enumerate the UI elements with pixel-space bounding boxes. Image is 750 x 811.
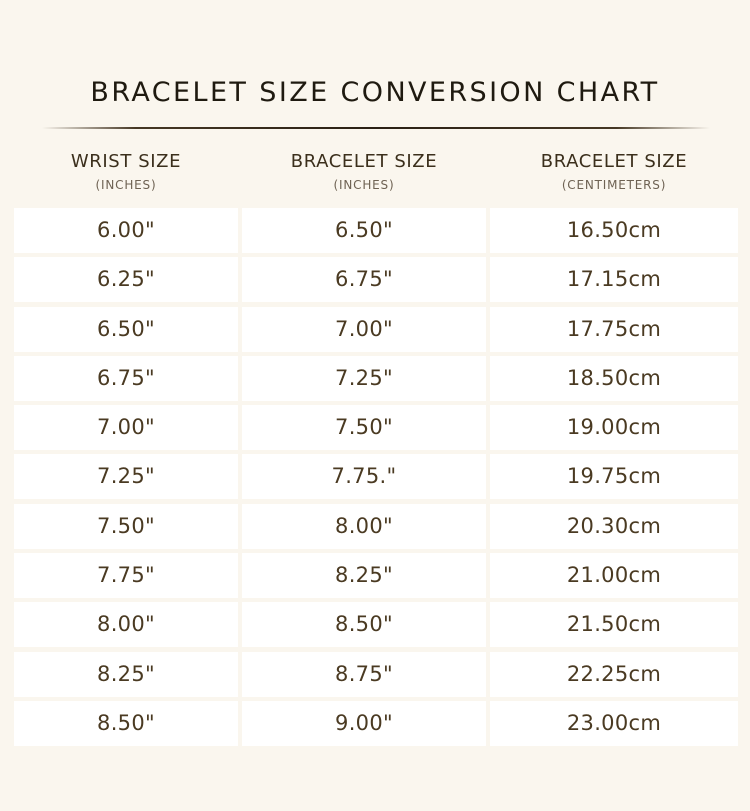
bracelet-size-cm-cell: 21.00cm	[490, 553, 738, 598]
column-header-label: BRACELET SIZE	[540, 151, 688, 172]
wrist-size-cell: 6.50"	[14, 307, 238, 352]
column-header-bracelet-size-inches	[242, 150, 486, 194]
bracelet-size-cm-cell: 16.50cm	[490, 208, 738, 253]
table-row	[14, 553, 738, 598]
bracelet-size-cm-cell: 23.00cm	[490, 701, 738, 746]
column-header-wrist-size	[14, 150, 238, 194]
page-title: BRACELET SIZE CONVERSION CHART	[90, 77, 660, 108]
table-row	[14, 454, 738, 499]
table-row	[14, 652, 738, 697]
table-row	[14, 307, 738, 352]
bracelet-size-inches-cell: 8.25"	[242, 553, 486, 598]
table-row	[14, 356, 738, 401]
bracelet-size-cm-cell: 19.00cm	[490, 405, 738, 450]
column-header-unit: (INCHES)	[95, 178, 157, 192]
bracelet-size-inches-cell: 8.50"	[242, 602, 486, 647]
table-row	[14, 701, 738, 746]
bracelet-size-inches-cell: 6.50"	[242, 208, 486, 253]
column-header-label: WRIST SIZE	[70, 151, 182, 172]
bracelet-size-inches-cell: 7.75."	[242, 454, 486, 499]
bracelet-size-cm-cell: 20.30cm	[490, 504, 738, 549]
table-row	[14, 257, 738, 302]
column-header-bracelet-size-cm	[490, 150, 738, 194]
table-row	[14, 504, 738, 549]
bracelet-size-inches-cell: 7.50"	[242, 405, 486, 450]
table-row	[14, 405, 738, 450]
wrist-size-cell: 7.75"	[14, 553, 238, 598]
size-table	[14, 208, 738, 750]
wrist-size-cell: 8.50"	[14, 701, 238, 746]
column-header-unit: (INCHES)	[333, 178, 395, 192]
wrist-size-cell: 7.25"	[14, 454, 238, 499]
bracelet-size-cm-cell: 17.75cm	[490, 307, 738, 352]
bracelet-size-inches-cell: 7.25"	[242, 356, 486, 401]
bracelet-size-inches-cell: 9.00"	[242, 701, 486, 746]
bracelet-size-cm-cell: 22.25cm	[490, 652, 738, 697]
wrist-size-cell: 7.00"	[14, 405, 238, 450]
bracelet-size-cm-cell: 21.50cm	[490, 602, 738, 647]
bracelet-size-inches-cell: 6.75"	[242, 257, 486, 302]
wrist-size-cell: 6.00"	[14, 208, 238, 253]
wrist-size-cell: 8.25"	[14, 652, 238, 697]
wrist-size-cell: 8.00"	[14, 602, 238, 647]
title-divider	[42, 127, 710, 129]
wrist-size-cell: 6.75"	[14, 356, 238, 401]
column-header-label: BRACELET SIZE	[290, 151, 438, 172]
bracelet-size-cm-cell: 19.75cm	[490, 454, 738, 499]
column-header-unit: (CENTIMETERS)	[561, 178, 667, 192]
bracelet-size-inches-cell: 8.75"	[242, 652, 486, 697]
table-row	[14, 208, 738, 253]
bracelet-size-inches-cell: 7.00"	[242, 307, 486, 352]
bracelet-size-inches-cell: 8.00"	[242, 504, 486, 549]
wrist-size-cell: 6.25"	[14, 257, 238, 302]
wrist-size-cell: 7.50"	[14, 504, 238, 549]
table-row	[14, 602, 738, 647]
bracelet-size-cm-cell: 18.50cm	[490, 356, 738, 401]
bracelet-size-cm-cell: 17.15cm	[490, 257, 738, 302]
